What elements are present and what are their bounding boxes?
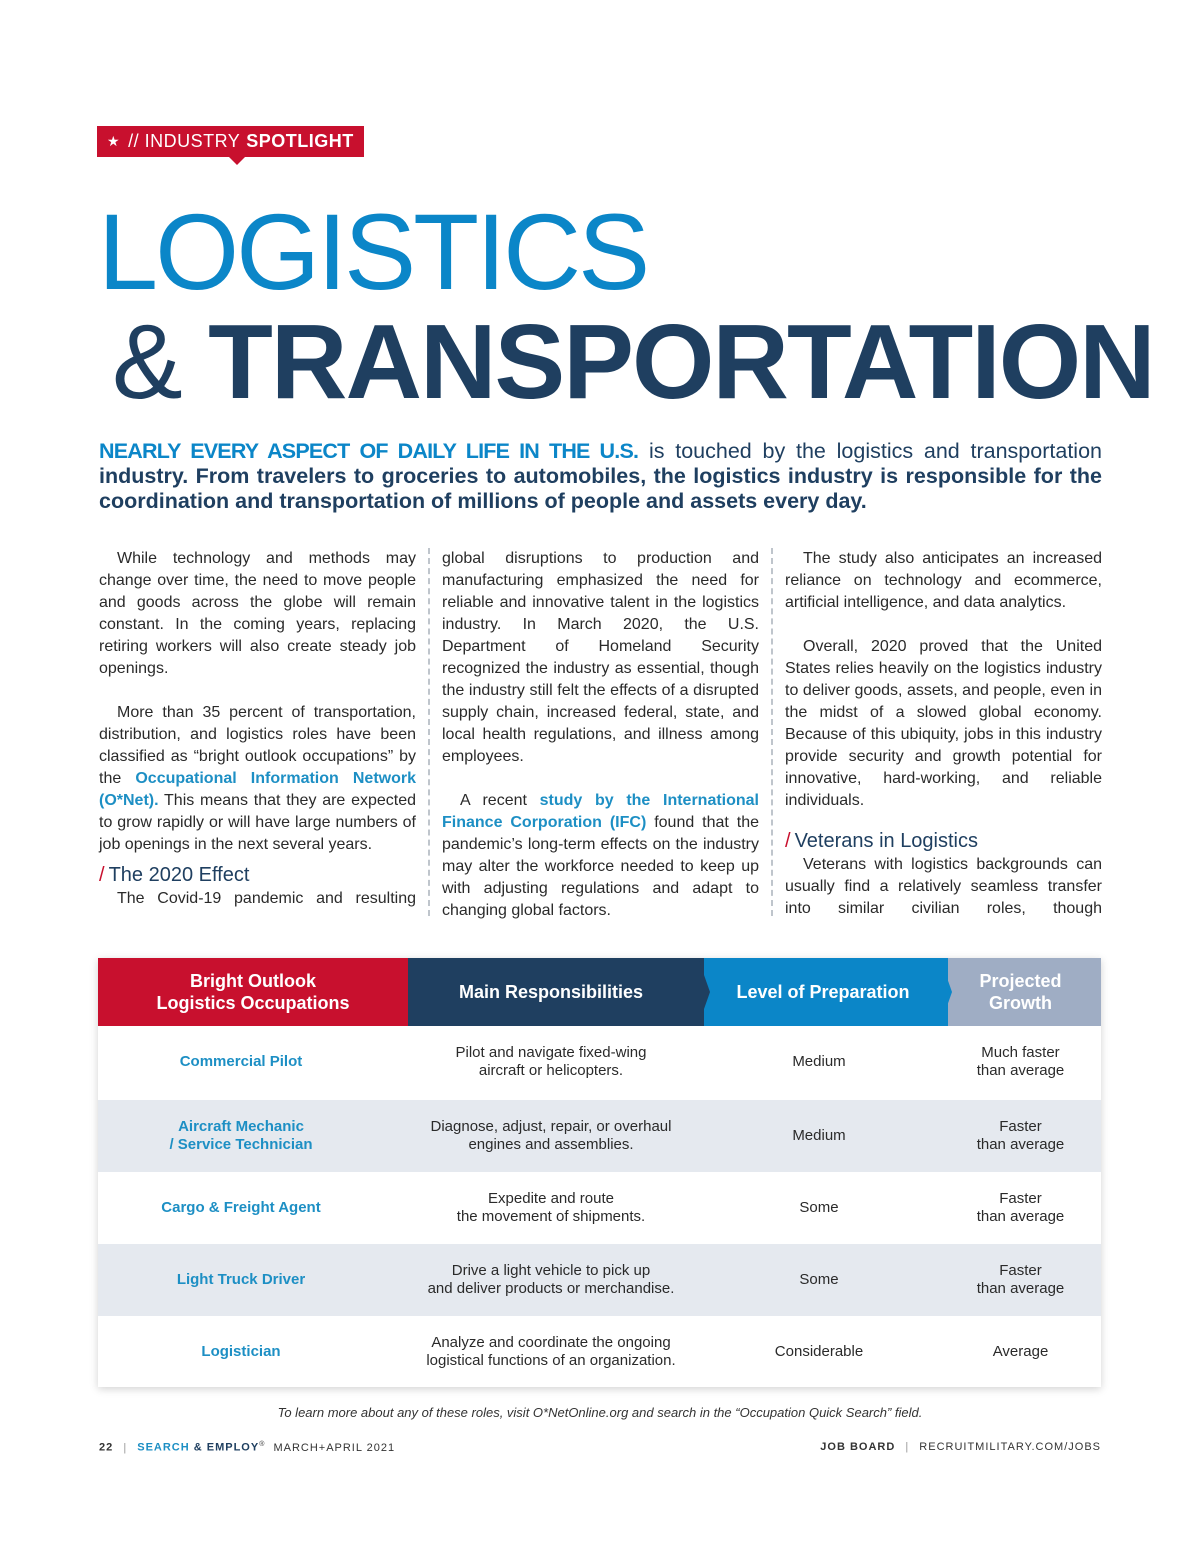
header-arrow bbox=[396, 958, 408, 1026]
intro-lead: NEARLY EVERY ASPECT OF DAILY LIFE IN THE U.S. bbox=[99, 439, 639, 463]
table-header bbox=[98, 958, 1101, 1026]
banner-label: SPOTLIGHT bbox=[246, 131, 354, 151]
occupations-table bbox=[98, 958, 1101, 1387]
col2-p2-text-end: found that the pandemic’s long-term effects on the industry may alter the workforce needed to keep up with adjusting regulations and adapt to changing global factors. bbox=[442, 814, 760, 919]
col3-paragraph-2: Overall, 2020 proved that the United States relies heavily on the logistics industry to deliver goods, assets, and people, even in the midst of a slowed global economy. Because of this ubiquity, jobs in this industry provide security and growth potential for innovative, hard-working, and reliable individuals. bbox=[785, 638, 1102, 809]
table-row bbox=[98, 1172, 1101, 1244]
header-occupations: Bright Outlook Logistics Occupations bbox=[98, 958, 408, 1026]
growth-cell: Faster than average bbox=[976, 1118, 1065, 1153]
footer-separator: | bbox=[123, 1441, 128, 1454]
col2-paragraph-2 bbox=[442, 790, 759, 922]
occupation-cell: Light Truck Driver bbox=[176, 1271, 306, 1288]
intro-lead-rest: is touched by the logistics and transportation bbox=[638, 439, 1102, 463]
occupation-cell: Logistician bbox=[201, 1343, 281, 1360]
magazine-name: SEARCH bbox=[137, 1441, 190, 1454]
growth-cell: Much faster than average bbox=[976, 1044, 1065, 1079]
footer-right bbox=[820, 1441, 1101, 1453]
star-icon: ★ bbox=[107, 133, 121, 149]
col3-paragraph-1: The study also anticipates an increased reliance on technology and ecommerce, artificial intelligence, and data analytics. bbox=[785, 550, 1102, 611]
heading-slash: / bbox=[99, 864, 105, 886]
occupation-cell: Cargo & Freight Agent bbox=[161, 1199, 321, 1216]
footer-left bbox=[99, 1441, 395, 1454]
growth-cell: Faster than average bbox=[976, 1190, 1065, 1225]
issue-date: MARCH+APRIL 2021 bbox=[273, 1441, 396, 1454]
table-row bbox=[98, 1316, 1101, 1388]
column-divider bbox=[771, 548, 773, 916]
preparation-cell: Some bbox=[799, 1199, 839, 1216]
col2-paragraph-1: global disruptions to production and manufacturing emphasized the need for reliable and innovative talent in the logistics industry. In March 2020, the U.S. Department of Homeland Security recognized the industry as essential, though the industry still felt the effects of a disrupted supply chain, increased federal, state, and local health regulations, and illness among employees. bbox=[442, 550, 759, 765]
col1-paragraph-2 bbox=[99, 702, 416, 856]
page-number: 22 bbox=[99, 1441, 114, 1454]
table-row bbox=[98, 1026, 1101, 1098]
article-column-2 bbox=[442, 548, 759, 922]
header-projected-growth: Projected Growth bbox=[940, 958, 1101, 1026]
table-row bbox=[98, 1244, 1101, 1316]
column-divider bbox=[428, 548, 430, 916]
col1-paragraph-1: While technology and methods may change over time, the need to move people and goods across the globe will remain constant. In the coming years, replacing retiring workers will also create steady job openings. bbox=[99, 550, 416, 677]
table-footnote: To learn more about any of these roles, visit O*NetOnline.org and search in the “Occupation Quick Search” field. bbox=[277, 1405, 923, 1420]
section-banner bbox=[97, 126, 364, 157]
responsibility-cell: Pilot and navigate fixed-wing aircraft or helicopters. bbox=[455, 1044, 647, 1079]
ifc-study-link[interactable]: study by the International Finance Corporation (IFC) bbox=[442, 792, 760, 831]
section-label: JOB BOARD bbox=[820, 1441, 896, 1453]
title-ampersand: & bbox=[112, 303, 181, 421]
growth-cell: Average bbox=[992, 1343, 1049, 1360]
preparation-cell: Considerable bbox=[774, 1343, 864, 1360]
preparation-cell: Medium bbox=[792, 1127, 846, 1144]
heading-text: Veterans in Logistics bbox=[794, 830, 978, 852]
responsibility-cell: Analyze and coordinate the ongoing logistical functions of an organization. bbox=[426, 1334, 676, 1369]
col1-p2-text-end: This means that they are expected to grow rapidly or will have large numbers of job openings in the next several years. bbox=[99, 792, 416, 853]
footer-url[interactable]: RECRUITMILITARY.COM/JOBS bbox=[919, 1441, 1101, 1453]
banner-prefix: // INDUSTRY bbox=[128, 131, 241, 151]
onet-link[interactable]: Occupational Information Network (O*Net). bbox=[99, 770, 417, 809]
header-arrow bbox=[940, 958, 952, 1026]
title-transportation: TRANSPORTATION bbox=[208, 303, 1154, 421]
growth-cell: Faster than average bbox=[976, 1262, 1065, 1297]
preparation-cell: Medium bbox=[792, 1053, 846, 1070]
heading-text: The 2020 Effect bbox=[108, 864, 250, 886]
intro-paragraph bbox=[99, 439, 1102, 514]
col1-p2-text: More than 35 percent of transportation, distribution, and logistics roles have been classified as “bright outlook occupations” by the bbox=[99, 704, 416, 787]
heading-2020-effect bbox=[99, 862, 416, 888]
table-row bbox=[98, 1100, 1101, 1172]
page-title-line2 bbox=[112, 303, 1154, 421]
intro-body: industry. From travelers to groceries to automobiles, the logistics industry is responsible for the coordination and transportation of millions of people and assets every day. bbox=[99, 464, 1102, 513]
heading-slash: / bbox=[785, 830, 791, 852]
responsibility-cell: Diagnose, adjust, repair, or overhaul engines and assemblies. bbox=[430, 1118, 672, 1153]
header-level-of-preparation: Level of Preparation bbox=[698, 958, 948, 1026]
col3-paragraph-3: Veterans with logistics backgrounds can usually find a relatively seamless transfer into similar civilian roles, though bbox=[785, 856, 1102, 917]
heading-veterans bbox=[785, 828, 1102, 854]
responsibility-cell: Drive a light vehicle to pick up and deliver products or merchandise. bbox=[427, 1262, 675, 1297]
article-column-1 bbox=[99, 548, 416, 910]
registered-mark: ® bbox=[259, 1441, 266, 1448]
occupation-cell: Aircraft Mechanic / Service Technician bbox=[169, 1118, 313, 1153]
page-title-line1: LOGISTICS bbox=[98, 191, 648, 312]
header-arrow bbox=[698, 958, 710, 1026]
col1-paragraph-3: The Covid-19 pandemic and resulting bbox=[117, 890, 416, 907]
occupation-cell: Commercial Pilot bbox=[179, 1053, 303, 1070]
footer-separator: | bbox=[905, 1441, 910, 1453]
preparation-cell: Some bbox=[799, 1271, 839, 1288]
article-column-3 bbox=[785, 548, 1102, 920]
col2-p2-text: A recent bbox=[460, 792, 540, 809]
responsibility-cell: Expedite and route the movement of shipments. bbox=[456, 1190, 646, 1225]
header-main-responsibilities: Main Responsibilities bbox=[398, 958, 704, 1026]
magazine-name-rest: & EMPLOY bbox=[193, 1441, 260, 1454]
banner-notch bbox=[229, 157, 245, 165]
